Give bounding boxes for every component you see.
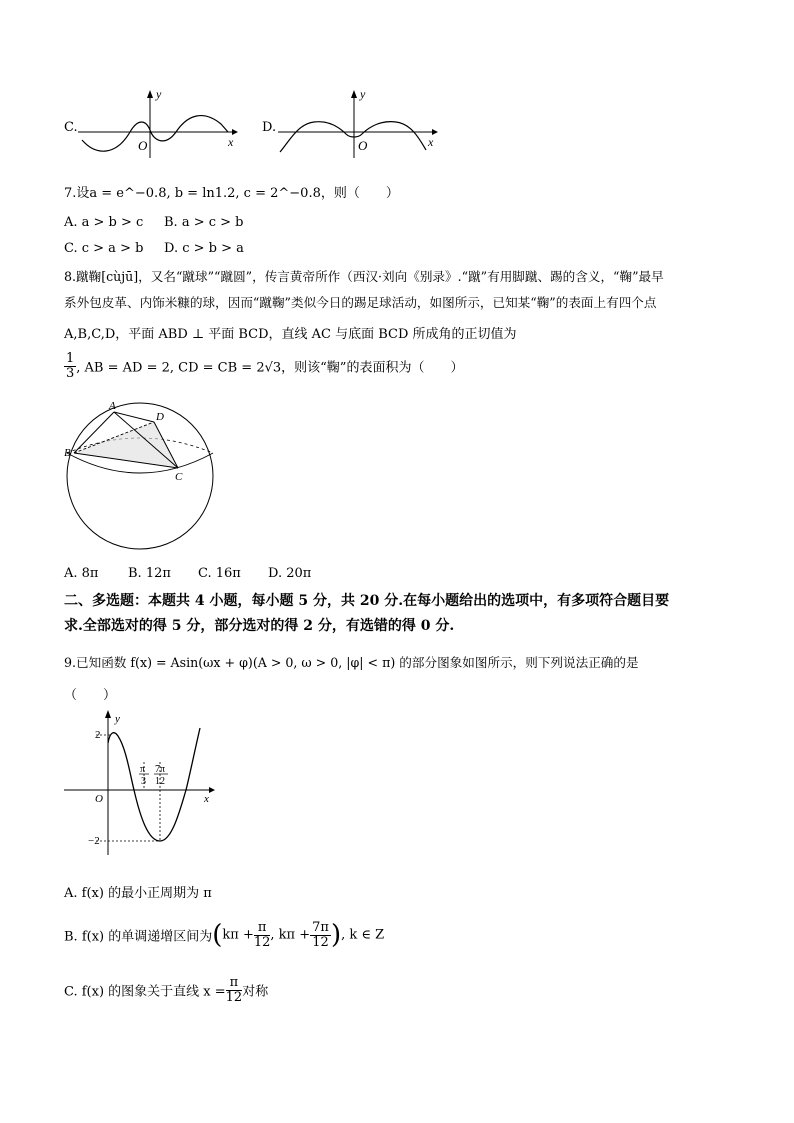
section2-line1: 二、多选题：本题共 4 小题，每小题 5 分，共 20 分.在每小题给出的选项中，有多项符合题目要	[64, 593, 670, 609]
q8-option-c: C. 16π	[198, 566, 241, 581]
q9-b-frac2-num: 7π	[312, 919, 329, 935]
q9-option-c-suffix: 对称	[242, 984, 269, 1000]
section2-line2: 求.全部选对的得 5 分，部分选对的得 2 分，有选错的得 0 分.	[64, 618, 455, 634]
q8-line2: 系外包皮革、内饰米糠的球，因而“蹴鞠”类似今日的踢足球活动，如图所示，已知某“鞠”的表面上有四个点	[64, 295, 657, 310]
q8-line3: A,B,C,D，平面 ABD ⊥ 平面 BCD，直线 AC 与底面 BCD 所成角的正切值为	[64, 327, 517, 342]
graph-c-x-label: x	[228, 135, 234, 149]
q9-option-b-frac2	[310, 921, 331, 949]
option-d-label: D.	[262, 120, 277, 135]
sphere-figure	[62, 398, 222, 558]
q7-option-a: A. a > b > c	[64, 215, 144, 230]
q9-graph-x-label: x	[204, 793, 209, 805]
sphere-label-b: B	[64, 447, 71, 459]
q8-option-a: A. 8π	[64, 566, 99, 581]
q9-option-b-frac1	[254, 921, 271, 949]
sphere-label-c: C	[175, 471, 183, 483]
q8-fraction	[64, 352, 76, 380]
q9-option-c-prefix: C. f(x) 的图象关于直线 x =	[64, 984, 226, 1000]
q8-line4-text: , AB = AD = 2, CD = CB = 2√3，则该“鞠”的表面积为（ ）	[76, 360, 464, 376]
sphere-label-d: D	[156, 411, 164, 423]
q8-line4	[64, 352, 463, 380]
q7-option-c: C. c > a > b	[64, 241, 144, 256]
q8-option-d: D. 20π	[268, 566, 312, 581]
q9-option-a: A. f(x) 的最小正周期为 π	[64, 886, 212, 901]
q9-stem: 9.已知函数 f(x) = Asin(ωx + φ)(A > 0, ω > 0, |φ| < π) 的部分图象如图所示，则下列说法正确的是	[64, 655, 639, 670]
graph-option-d	[276, 87, 446, 160]
sphere-label-a: A	[109, 400, 116, 412]
graph-option-c	[76, 87, 246, 160]
q9-graph-xtick1-num: π	[140, 764, 146, 775]
graph-d-origin: O	[358, 138, 368, 153]
q7-option-b: B. a > c > b	[164, 215, 244, 230]
q9-c-frac-den: 12	[225, 989, 243, 1005]
q9-graph-y-label: y	[115, 713, 120, 725]
q8-frac-num: 1	[66, 351, 75, 366]
graph-c-y-label: y	[156, 87, 162, 101]
q9-graph-xtick2-den: 12	[155, 776, 165, 787]
graph-d-y-label: y	[360, 87, 366, 101]
q9-option-c-frac	[226, 976, 243, 1004]
q9-graph-ytick-neg2: −2	[88, 835, 100, 847]
graph-d-x-label: x	[428, 135, 434, 149]
q7-option-d: D. c > b > a	[164, 241, 244, 256]
q9-option-b	[64, 920, 384, 950]
q9-option-b-rparen: )	[330, 920, 342, 950]
q7-stem: 7.设a = e^−0.8, b = ln1.2, c = 2^−0.8，则（ ）	[64, 186, 399, 201]
q9-option-b-a: kπ +	[222, 927, 254, 943]
q8-frac-den: 3	[66, 365, 75, 381]
option-c-label: C.	[64, 120, 78, 135]
q9-option-b-prefix: B. f(x) 的单调递增区间为	[64, 929, 213, 945]
q9-graph	[62, 710, 222, 860]
q9-graph-xtick1-den: 3	[141, 776, 146, 787]
q8-line1: 8.蹴鞠[cùjū]，又名“蹴球”“蹴圆”，传言黄帝所作（西汉·刘向《别录》.“蹴”有用脚蹴、踢的含义，“鞠”最早	[64, 269, 664, 284]
q9-option-b-suffix: , k ∈ Z	[341, 927, 385, 943]
q9-graph-xtick2-num: 7π	[155, 764, 166, 775]
q9-graph-ytick-2: 2	[95, 729, 101, 741]
q9-option-b-b: , kπ +	[270, 927, 311, 943]
graph-c-origin: O	[138, 138, 148, 153]
q9-b-frac1-den: 12	[253, 934, 271, 950]
q9-option-c	[64, 976, 268, 1004]
q8-option-b: B. 12π	[128, 566, 171, 581]
q9-c-frac-num: π	[226, 976, 243, 991]
q9-paren: （ ）	[64, 688, 117, 703]
q9-graph-origin: O	[95, 793, 103, 805]
q9-option-b-lparen: (	[212, 920, 223, 950]
q9-b-frac2-den: 12	[312, 934, 329, 950]
q9-b-frac1-num: π	[254, 921, 271, 936]
